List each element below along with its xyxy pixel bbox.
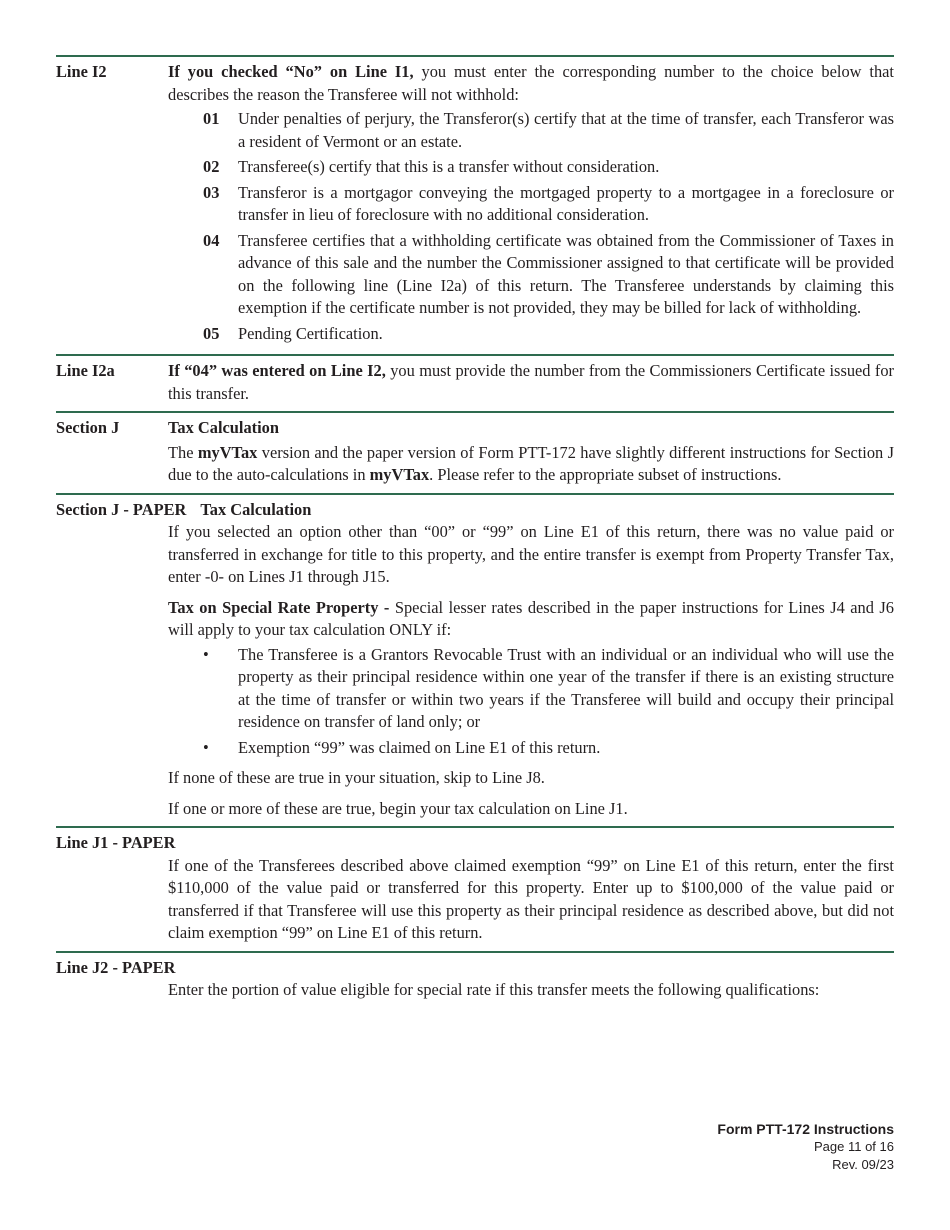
footer-revision: Rev. 09/23 bbox=[832, 1157, 894, 1172]
list-item bbox=[203, 182, 894, 227]
line-i2-options-list bbox=[203, 108, 894, 345]
footer-form-title: Form PTT-172 Instructions bbox=[717, 1121, 894, 1137]
list-item bbox=[203, 644, 894, 734]
option-number: 04 bbox=[203, 230, 220, 250]
line-j1-text: If one of the Transferees described above claimed exemption “99” on Line E1 of this return, enter the first $110,000 of the value paid or transferred for this property. Enter up to $100,000 of the value paid or transferred if that Transferee will use this property as their principal residence as described above, but did not claim exemption “99” on Line E1 of this return. bbox=[168, 855, 894, 942]
line-i2a-label: Line I2a bbox=[56, 361, 115, 380]
option-number: 02 bbox=[203, 157, 220, 176]
line-i2-lead-text: you must enter the corresponding number to the choice below that describes the reason the Transferee will not withhold: bbox=[168, 62, 894, 104]
section-j-text: The bbox=[168, 442, 198, 462]
list-item bbox=[203, 323, 894, 346]
option-text: Transferee(s) certify that this is a transfer without consideration. bbox=[238, 157, 660, 176]
line-j1-label: Line J1 - PAPER bbox=[56, 833, 176, 852]
section-j-content bbox=[168, 417, 894, 487]
section-j-paper-para-4: If one or more of these are true, begin your tax calculation on Line J1. bbox=[168, 798, 628, 818]
option-text: Transferee certifies that a withholding certificate was obtained from the Commissioner of Taxes in advance of this sale and the number the Commissioner assigned to that certificate will be provided on the following line (Line I2a) of this return. The Transferee understands by claiming this exemption if the certificate number is not provided, they may be billed for lack of withholding. bbox=[238, 230, 894, 317]
line-j2-text: Enter the portion of value eligible for special rate if this transfer meets the following qualifications: bbox=[168, 980, 820, 999]
section-line-j1 bbox=[56, 826, 894, 951]
document-page bbox=[56, 55, 894, 1008]
list-item bbox=[203, 156, 894, 179]
bullet-text: Exemption “99” was claimed on Line E1 of this return. bbox=[238, 737, 601, 757]
line-j2-label: Line J2 - PAPER bbox=[56, 957, 176, 977]
section-line-j2 bbox=[56, 951, 894, 1008]
list-item bbox=[203, 737, 894, 760]
option-text: Transferor is a mortgagor conveying the mortgaged property to a mortgagee in a foreclosure or transfer in lieu of foreclosure with no additional consideration. bbox=[238, 182, 894, 224]
section-line-i2a bbox=[56, 354, 894, 411]
line-i2a-lead-bold: If “04” was entered on Line I2, bbox=[168, 361, 386, 380]
bullet: • bbox=[203, 737, 209, 757]
section-j-paper bbox=[56, 493, 894, 827]
myvtax-term: myVTax bbox=[197, 442, 258, 462]
line-i2-content bbox=[168, 61, 894, 348]
special-rate-text: Special lesser rates described in the paper instructions for Lines J4 and J6 will apply to your tax calculation ONLY if: bbox=[168, 597, 894, 639]
section-j-text: . Please refer to the appropriate subset of instructions. bbox=[429, 465, 782, 484]
section-j-text: version and the paper version of Form PTT-172 have slightly different instructions for Section J due to the auto-calculations in bbox=[168, 442, 894, 484]
section-j-title: Tax Calculation bbox=[168, 418, 279, 437]
option-text: Pending Certification. bbox=[238, 323, 383, 343]
section-j-paper-label: Section J - PAPER bbox=[56, 499, 187, 519]
special-rate-heading: Tax on Special Rate Property - bbox=[168, 597, 390, 617]
special-rate-bullets bbox=[203, 644, 894, 760]
line-i2a-content bbox=[168, 360, 894, 405]
list-item bbox=[203, 108, 894, 153]
section-j-paper-para-3: If none of these are true in your situation, skip to Line J8. bbox=[168, 768, 545, 787]
list-item bbox=[203, 230, 894, 320]
section-j-paper-para-1: If you selected an option other than “00” or “99” on Line E1 of this return, there was no value paid or transferred in exchange for title to this property, and the entire transfer is exempt from Property Transfer Tax, enter -0- on Lines J1 through J15. bbox=[168, 522, 894, 586]
section-j-paper-content bbox=[168, 521, 894, 820]
option-text: Under penalties of perjury, the Transferor(s) certify that at the time of transfer, each Transferor was a resident of Vermont or an estate. bbox=[238, 109, 894, 151]
option-number: 03 bbox=[203, 182, 220, 202]
section-line-i2 bbox=[56, 55, 894, 354]
bullet-text: The Transferee is a Grantors Revocable Trust with an individual or an individual who will use the property as their principal residence within one year of the transfer if there is an existing structure at the time of transfer or within two years if the Transferee will build and occupy their principal residence on transfer of land only; or bbox=[238, 644, 894, 731]
option-number: 05 bbox=[203, 323, 220, 343]
myvtax-term: myVTax bbox=[369, 465, 430, 484]
line-i2a-lead-text: you must provide the number from the Commissioners Certificate issued for this transfer. bbox=[168, 361, 894, 403]
footer-page-number: Page 11 of 16 bbox=[814, 1139, 894, 1154]
section-j-label: Section J bbox=[56, 418, 120, 437]
page-footer bbox=[717, 1120, 894, 1174]
line-i2-lead-bold: If you checked “No” on Line I1, bbox=[168, 62, 414, 81]
bullet: • bbox=[203, 644, 209, 664]
section-j bbox=[56, 411, 894, 493]
section-j-paper-title: Tax Calculation bbox=[200, 499, 312, 519]
option-number: 01 bbox=[203, 109, 220, 128]
line-i2-label: Line I2 bbox=[56, 62, 107, 81]
